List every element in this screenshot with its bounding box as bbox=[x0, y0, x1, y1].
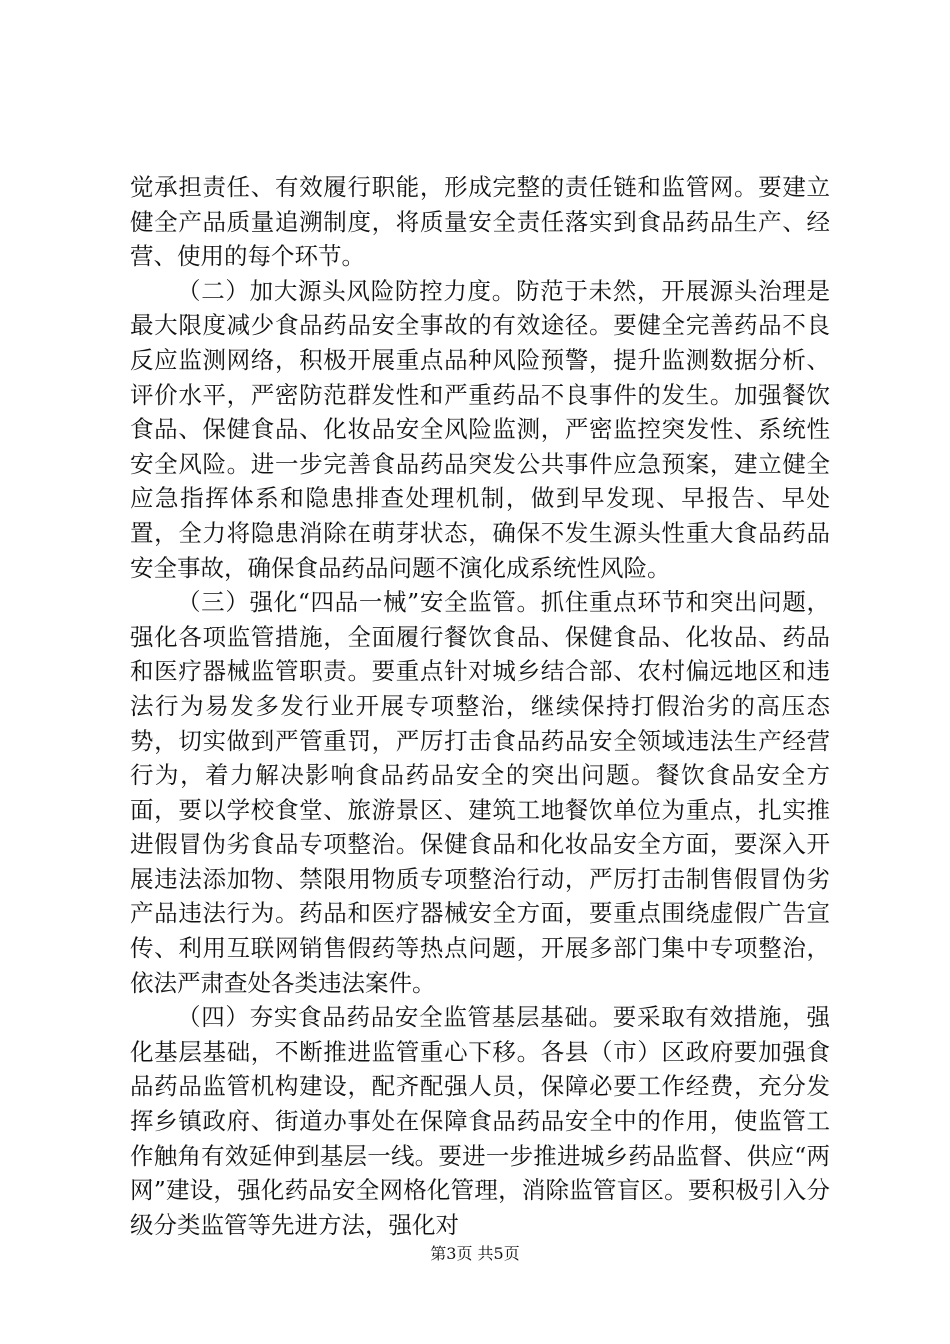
paragraph-grassroots-foundation: （四）夯实食品药品安全监管基层基础。要采取有效措施，强化基层基础，不断推进监管重心下移。各县（市）区政府要加强食品药品监管机构建设，配齐配强人员，保障必要工作经费，充分发挥乡镇政府、街道办事处在保障食品药品安全中的作用，使监管工作触角有效延伸到基层一线。要进一步推进城乡药品监督、供应“两网”建设，强化药品安全网格化管理，消除监管盲区。要积极引入分级分类监管等先进方法，强化对 bbox=[130, 1003, 830, 1239]
document-body bbox=[130, 170, 830, 1242]
paragraph-continuation: 觉承担责任、有效履行职能，形成完整的责任链和监管网。要建立健全产品质量追溯制度，将质量安全责任落实到食品药品生产、经营、使用的每个环节。 bbox=[130, 173, 830, 271]
paragraph-source-risk-control: （二）加大源头风险防控力度。防范于未然，开展源头治理是最大限度减少食品药品安全事故的有效途径。要健全完善药品不良反应监测网络，积极开展重点品种风险预警，提升监测数据分析、评价水平，严密防范群发性和严重药品不良事件的发生。加强餐饮食品、保健食品、化妆品安全风险监测，严密监控突发性、系统性安全风险。进一步完善食品药品突发公共事件应急预案，建立健全应急指挥体系和隐患排查处理机制，做到早发现、早报告、早处置，全力将隐患消除在萌芽状态，确保不发生源头性重大食品药品安全事故，确保食品药品问题不演化成系统性风险。 bbox=[130, 276, 830, 582]
page-number-footer: 第3页 共5页 bbox=[430, 1244, 520, 1263]
paragraph-four-products-supervision: （三）强化“四品一械”安全监管。抓住重点环节和突出问题，强化各项监管措施，全面履行餐饮食品、保健食品、化妆品、药品和医疗器械监管职责。要重点针对城乡结合部、农村偏远地区和违法行为易发多发行业开展专项整治，继续保持打假治劣的高压态势，切实做到严管重罚，严厉打击食品药品安全领域违法生产经营行为，着力解决影响食品药品安全的突出问题。餐饮食品安全方面，要以学校食堂、旅游景区、建筑工地餐饮单位为重点，扎实推进假冒伪劣食品专项整治。保健食品和化妆品安全方面，要深入开展违法添加物、禁限用物质专项整治行动，严厉打击制售假冒伪劣产品违法行为。药品和医疗器械安全方面，要重点围绕虚假广告宣传、利用互联网销售假药等热点问题，开展多部门集中专项整治，依法严肃查处各类违法案件。 bbox=[130, 588, 830, 997]
